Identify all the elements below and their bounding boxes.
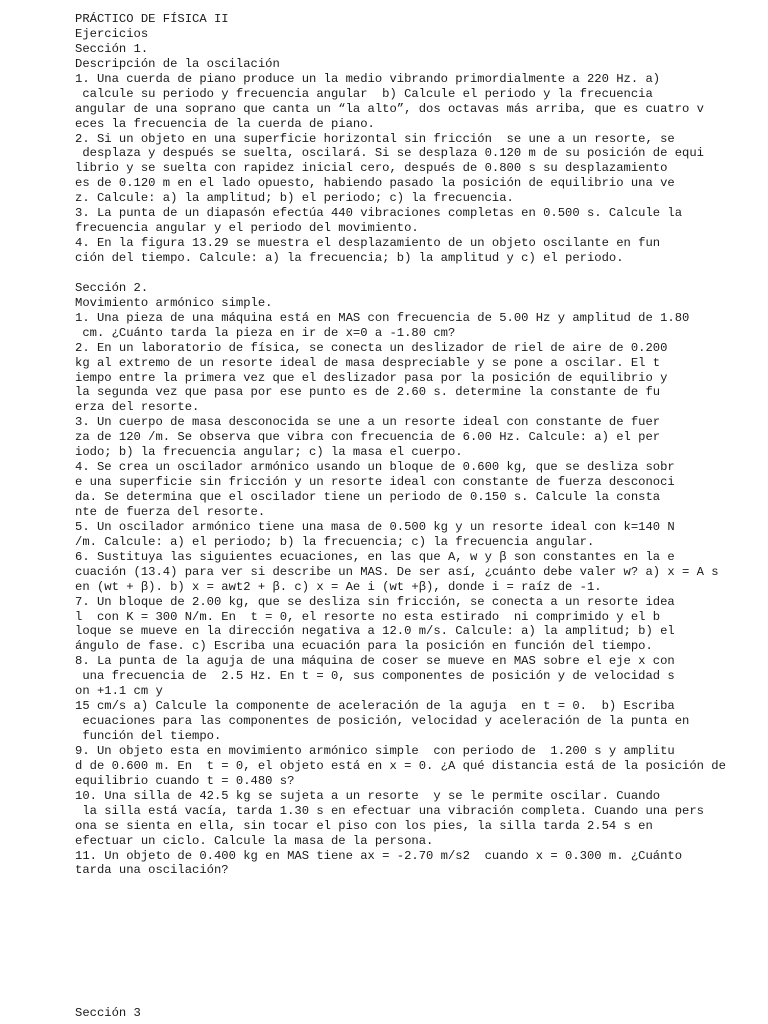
text-line: 8. La punta de la aguja de una máquina de coser se mueve en MAS sobre el eje x con (75, 654, 675, 669)
text-line: 15 cm/s a) Calcule la componente de aceleración de la aguja en t = 0. b) Escriba (75, 699, 675, 714)
text-line: una frecuencia de 2.5 Hz. En t = 0, sus componentes de posición y de velocidad s (75, 669, 675, 684)
text-line: frecuencia angular y el periodo del movimiento. (75, 221, 419, 236)
text-line: cuación (13.4) para ver si describe un MAS. De ser así, ¿cuánto debe valer w? a) x = A s (75, 564, 719, 579)
document-subtitle: Ejercicios (75, 26, 149, 41)
text-line: cm. ¿Cuánto tarda la pieza en ir de x=0 a -1.80 cm? (75, 325, 456, 340)
text-line: 2. En un laboratorio de física, se conecta un deslizador de riel de aire de 0.200 (75, 340, 668, 355)
text-line: loque se mueve en la dirección negativa a 12.0 m/s. Calcule: a) la amplitud; b) el (75, 624, 675, 639)
text-line: 5. Un oscilador armónico tiene una masa de 0.500 kg y un resorte ideal con k=140 N (75, 519, 675, 534)
text-line: iodo; b) la frecuencia angular; c) la masa el cuerpo. (75, 445, 463, 460)
text-line: 11. Un objeto de 0.400 kg en MAS tiene ax = -2.70 m/s2 cuando x = 0.300 m. ¿Cuánto (75, 848, 683, 863)
text-line: la segunda vez que pasa por ese punto es de 2.60 s. determine la constante de fu (75, 385, 661, 400)
section2-body (75, 311, 765, 879)
text-line: iempo entre la primera vez que el deslizador pasa por la posición de equilibrio y (75, 370, 668, 385)
text-line: calcule su periodo y frecuencia angular b) Calcule el periodo y la frecuencia (75, 86, 653, 101)
text-line: en (wt + β). b) x = awt2 + β. c) x = Ae i (wt +β), donde i = raíz de -1. (75, 579, 602, 594)
section1-body (75, 72, 765, 266)
text-line: 7. Un bloque de 2.00 kg, que se desliza sin fricción, se conecta a un resorte idea (75, 594, 675, 609)
text-line: 4. En la figura 13.29 se muestra el desplazamiento de un objeto oscilante en fun (75, 236, 661, 251)
text-line: da. Se determina que el oscilador tiene un periodo de 0.150 s. Calcule la consta (75, 490, 661, 504)
text-line: efectuar un ciclo. Calcule la masa de la persona. (75, 833, 434, 848)
text-line: kg al extremo de un resorte ideal de masa despreciable y se pone a oscilar. El t (75, 355, 661, 370)
text-line: eces la frecuencia de la cuerda de piano. (75, 116, 375, 131)
text-line: on +1.1 cm y (75, 684, 163, 699)
section2-heading: Sección 2. (75, 280, 149, 295)
text-line: d de 0.600 m. En t = 0, el objeto está en x = 0. ¿A qué distancia está de la posición de (75, 758, 726, 773)
text-line: 3. La punta de un diapasón efectúa 440 vibraciones completas en 0.500 s. Calcule la (75, 206, 683, 221)
text-line: ecuaciones para las componentes de posición, velocidad y aceleración de la punta en (75, 714, 690, 729)
text-line: e una superficie sin fricción y un resorte ideal con constante de fuerza desconoci (75, 475, 675, 490)
text-line: 2. Si un objeto en una superficie horizontal sin fricción se une a un resorte, se (75, 131, 675, 146)
text-line: ona se sienta en ella, sin tocar el piso con los pies, la silla tarda 2.54 s en (75, 818, 653, 833)
text-line: desplaza y después se suelta, oscilará. Si se desplaza 0.120 m de su posición de equi (75, 146, 704, 161)
spacer (75, 266, 765, 281)
document-page (75, 12, 765, 878)
text-line: tarda una oscilación? (75, 863, 229, 878)
text-line: 1. Una pieza de una máquina está en MAS con frecuencia de 5.00 Hz y amplitud de 1.80 (75, 310, 690, 325)
text-line: l con K = 300 N/m. En t = 0, el resorte no esta estirado ni comprimido y el b (75, 609, 661, 624)
text-line: 3. Un cuerpo de masa desconocida se une a un resorte ideal con constante de fuer (75, 415, 661, 430)
text-line: /m. Calcule: a) el periodo; b) la frecuencia; c) la frecuencia angular. (75, 534, 595, 549)
section3-heading: Sección 3 (75, 1006, 141, 1020)
text-line: función del tiempo. (75, 729, 222, 743)
text-line: 10. Una silla de 42.5 kg se sujeta a un resorte y se le permite oscilar. Cuando (75, 788, 661, 803)
text-line: equilibrio cuando t = 0.480 s? (75, 773, 295, 788)
text-line: angular de una soprano que canta un “la alto”, dos octavas más arriba, que es cuatro v (75, 101, 704, 116)
text-line: erza del resorte. (75, 400, 200, 415)
text-line: es de 0.120 m en el lado opuesto, habiendo pasado la posición de equilibrio una ve (75, 176, 675, 191)
section2-topic: Movimiento armónico simple. (75, 295, 273, 310)
text-line: librio y se suelta con rapidez inicial cero, después de 0.800 s su desplazamiento (75, 161, 668, 176)
text-line: la silla está vacía, tarda 1.30 s en efectuar una vibración completa. Cuando una pers (75, 803, 704, 818)
section1-heading: Sección 1. (75, 41, 149, 56)
text-line: 4. Se crea un oscilador armónico usando un bloque de 0.600 kg, que se desliza sobr (75, 460, 675, 475)
text-line: z. Calcule: a) la amplitud; b) el periodo; c) la frecuencia. (75, 191, 514, 206)
section1-topic: Descripción de la oscilación (75, 56, 280, 71)
text-line: 6. Sustituya las siguientes ecuaciones, en las que A, w y β son constantes en la e (75, 549, 675, 564)
text-line: 1. Una cuerda de piano produce un la medio vibrando primordialmente a 220 Hz. a) (75, 71, 661, 86)
text-line: nte de fuerza del resorte. (75, 504, 266, 519)
text-line: ángulo de fase. c) Escriba una ecuación para la posición en función del tiempo. (75, 639, 653, 654)
text-line: za de 120 /m. Se observa que vibra con frecuencia de 6.00 Hz. Calcule: a) el per (75, 430, 661, 445)
text-line: ción del tiempo. Calcule: a) la frecuencia; b) la amplitud y c) el periodo. (75, 251, 624, 265)
document-title: PRÁCTICO DE FÍSICA II (75, 12, 229, 26)
text-line: 9. Un objeto esta en movimiento armónico simple con periodo de 1.200 s y amplitu (75, 743, 675, 758)
